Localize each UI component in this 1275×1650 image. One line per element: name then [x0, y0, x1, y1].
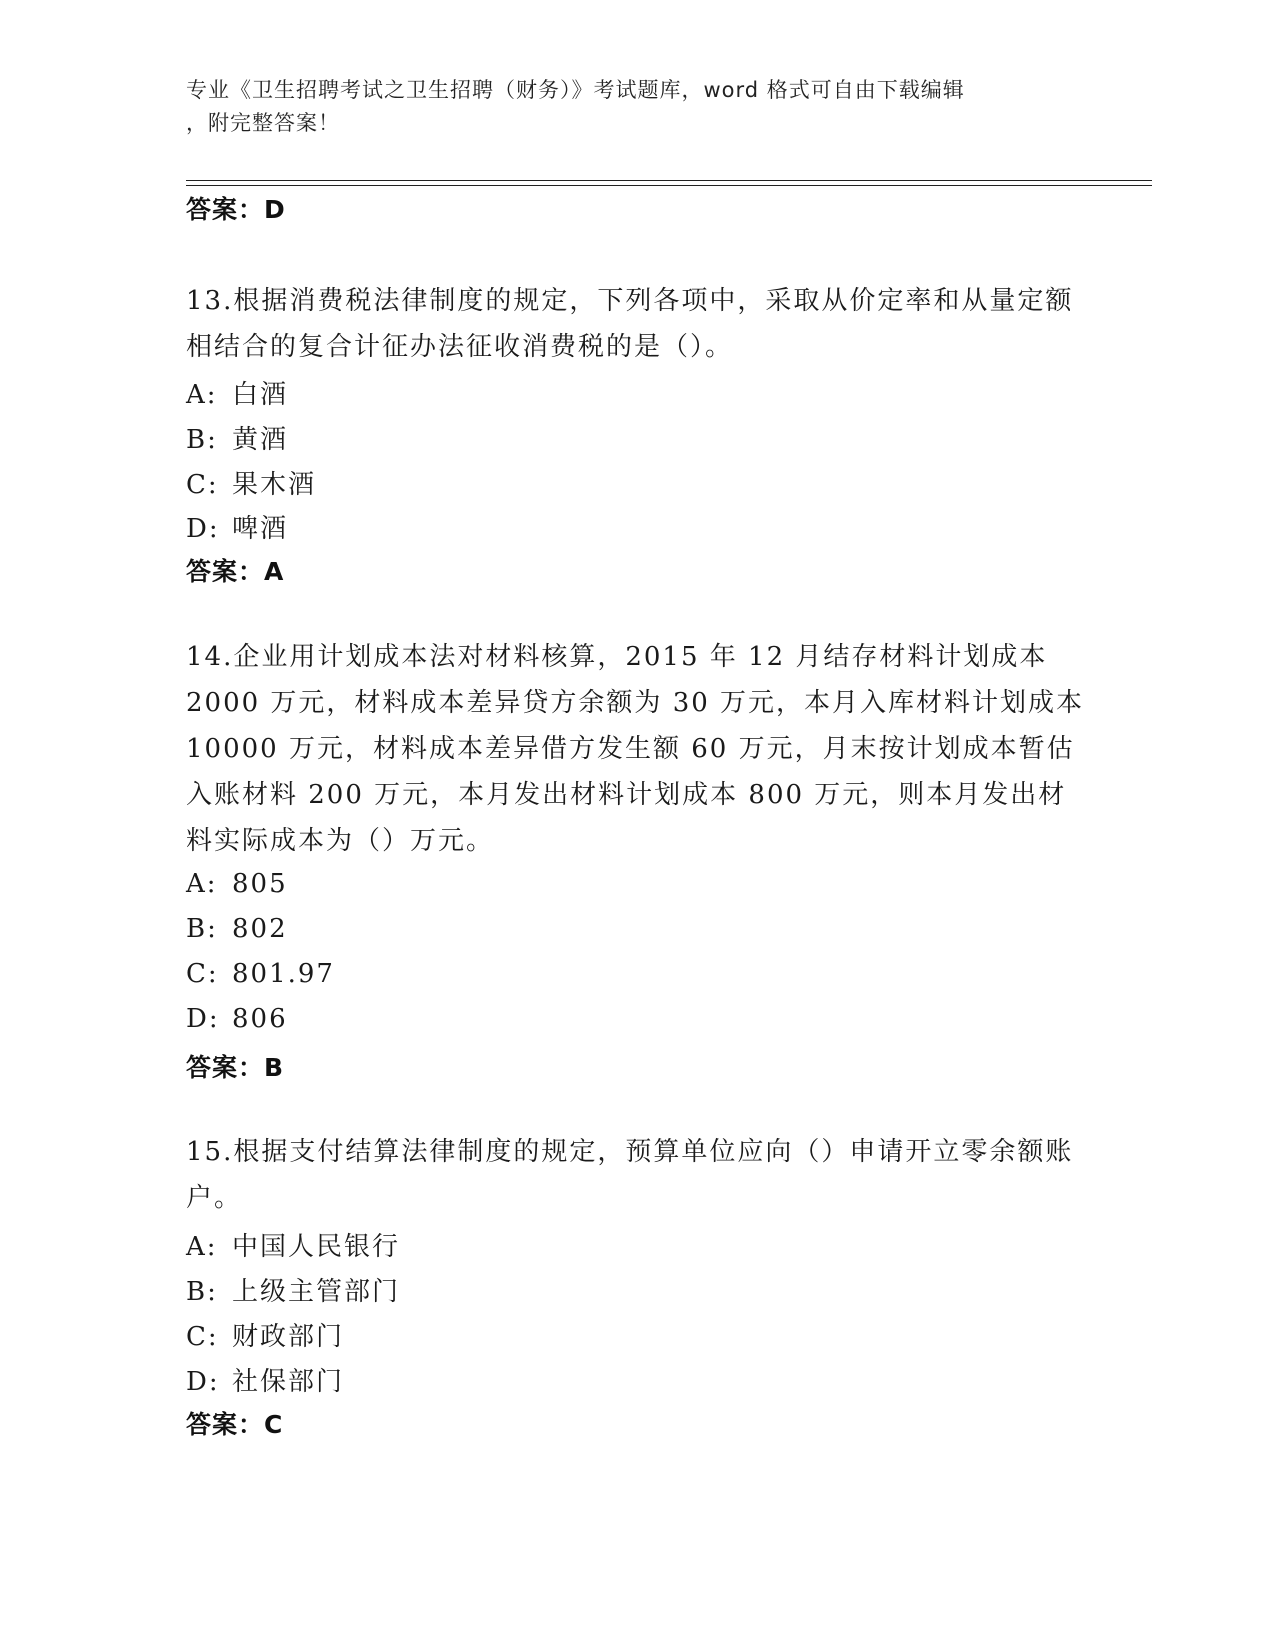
option-text: 801.97 [232, 959, 335, 989]
answer-prev: 答案：D [186, 195, 286, 224]
question-14-option-c [186, 959, 335, 989]
question-14-stem: 14.企业用计划成本法对材料核算，2015 年 12 月结存材料计划成本 2000 万元，材料成本差异贷方余额为 30 万元，本月入库材料计划成本 10000 万元，材料成本差异借方发生额 60 万元，月末按计划成本暂估入账材料 200 万元，本月发出材料计划成本 800 万元，则本月发出材料实际成本为（）万元。 [186, 642, 1085, 856]
header-line-2: ，附完整答案！ [186, 111, 340, 135]
question-14-option-b [186, 914, 288, 944]
option-text: 黄酒 [232, 425, 289, 455]
header-divider-top [186, 180, 1152, 181]
question-13-option-c [186, 464, 316, 501]
option-text: 果木酒 [232, 470, 317, 500]
option-key: B: [186, 914, 218, 944]
question-13-answer: 答案：A [186, 557, 285, 586]
header-divider-bottom [186, 185, 1152, 186]
question-13-stem: 13.根据消费税法律制度的规定，下列各项中，采取从价定率和从量定额相结合的复合计征办法征收消费税的是（）。 [186, 286, 1074, 362]
question-15-option-d [186, 1361, 344, 1398]
header-line-1: 专业《卫生招聘考试之卫生招聘（财务）》考试题库，word 格式可自由下载编辑 [186, 78, 965, 102]
option-key: A: [186, 869, 218, 899]
question-15-option-a [186, 1226, 400, 1263]
option-key: C: [186, 1322, 219, 1352]
question-15-stem: 15.根据支付结算法律制度的规定，预算单位应向（）申请开立零余额账户。 [186, 1137, 1074, 1213]
question-14-option-a [186, 869, 288, 899]
option-text: 社保部门 [232, 1367, 345, 1397]
option-text: 财政部门 [232, 1322, 345, 1352]
question-15-option-c [186, 1316, 344, 1353]
option-key: A: [186, 1232, 218, 1262]
question-13-option-a [186, 374, 288, 411]
option-key: A: [186, 380, 218, 410]
option-text: 805 [232, 869, 288, 899]
option-text: 中国人民银行 [232, 1232, 401, 1262]
question-13-option-d [186, 508, 288, 545]
option-text: 白酒 [232, 380, 289, 410]
question-13-option-b [186, 419, 288, 456]
option-key: C: [186, 959, 219, 989]
option-key: C: [186, 470, 219, 500]
option-text: 802 [232, 914, 288, 944]
option-key: D: [186, 1004, 220, 1034]
document-header [186, 74, 1066, 140]
option-text: 806 [232, 1004, 288, 1034]
option-key: D: [186, 514, 220, 544]
option-key: B: [186, 1277, 218, 1307]
question-14-option-d [186, 1004, 288, 1034]
option-text: 啤酒 [232, 514, 289, 544]
question-15-option-b [186, 1271, 400, 1308]
option-text: 上级主管部门 [232, 1277, 401, 1307]
question-15-answer: 答案：C [186, 1410, 284, 1439]
option-key: D: [186, 1367, 220, 1397]
question-14-answer: 答案：B [186, 1053, 285, 1082]
option-key: B: [186, 425, 218, 455]
